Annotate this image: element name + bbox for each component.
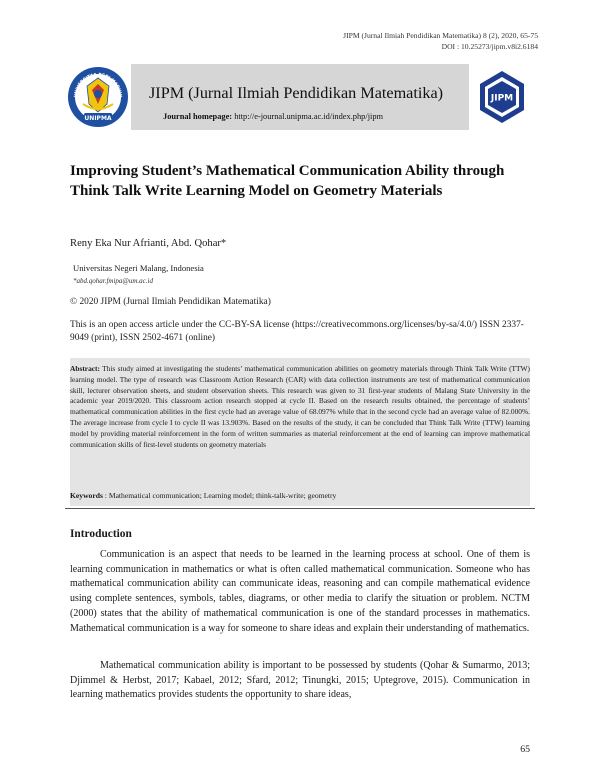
abstract-label: Abstract: [70,364,100,373]
jipm-logo [469,64,535,130]
paper-title: Improving Student’s Mathematical Communication Ability through Think Talk Write Learning Model on Geometry Materials [70,163,505,199]
university-logo [65,64,131,130]
homepage-url[interactable]: http://e-journal.unipma.ac.id/index.php/jipm [234,112,384,121]
jipm-hexagon-icon [469,64,535,130]
logo-text-unipma: UNIPMA [84,115,112,122]
copyright-notice: © 2020 JIPM (Jurnal Ilmiah Pendidikan Matematika) [70,297,271,307]
keywords-label: Keywords [70,491,103,500]
keywords-text: : Mathematical communication; Learning model; think-talk-write; geometry [102,491,337,500]
abstract-paragraph [70,358,530,450]
introduction-paragraph-1 [70,548,530,636]
corresponding-email[interactable]: *abd.qohar.fmipa@um.ac.id [73,277,153,285]
introduction-paragraph-2 [70,659,530,703]
abstract-box [70,358,530,506]
introduction-heading: Introduction [70,528,132,540]
keywords-line [70,491,530,500]
paragraph-text: Communication is an aspect that needs to be learned in the learning process at school. One of them is learning communication in mathematics or what is often called mathematical communication. Someone who has mathematical communication ability can communicate ideas, reasoning and can compile mathematical evidence using complete sentences, symbols, tables, diagrams, or other media to clarify the situation or problem. NCTM (2000) states that the ability of mathematical communication is one of the standard processes in mathematics. Mathematical communication is a way for someone to share ideas and explain their understanding of mathematics. [70,549,530,634]
section-divider [65,508,535,509]
abstract-text: This study aimed at investigating the students’ mathematical communication abilities on geometry materials through Think Talk Write (TTW) learning model. The type of research was Classroom Action Research (CAR) with data collection instruments are test of mathematical communication skill, lecturer observation sheets, and student observation sheets. This research was given to 31 first-year students of Malang State University in the academic year 2019/2020. This classroom action research stopped at cycle II. Based on the research results obtained, the percentage of students’ mathematical communication abilities in the first cycle had an average value of 68.097% while that in the second cycle had an average value of 82.000%. The average increase from cycle I to cycle II was 13.903%. Based on the results of the study, it can be concluded that Think Talk Write (TTW) learning model by providing material reinforcement in the form of written summaries as material reinforcement at the end of learning can improve mathematical communication skills of first-level students on geometry materials [70,364,530,449]
running-header-doi: DOI : 10.25273/jipm.v8i2.6184 [441,42,538,51]
homepage-label: Journal homepage: [163,112,233,121]
journal-homepage [163,112,383,121]
university-seal-icon [65,64,131,130]
journal-title: JIPM (Jurnal Ilmiah Pendidikan Matematika) [149,84,444,102]
paper-authors: Reny Eka Nur Afrianti, Abd. Qohar* [70,238,227,249]
running-header-citation: JIPM (Jurnal Ilmiah Pendidikan Matematika) 8 (2), 2020, 65-75 [343,31,538,40]
paragraph-text: Mathematical communication ability is important to be possessed by students (Qohar & Sumarmo, 2013; Djimmel & Herbst, 2017; Kabael, 2012; Sfard, 2012; Tinungki, 2015; Uptegrove, 2015). Communication in learning mathematics provides students the opportunity to share ideas, [70,660,530,701]
author-affiliation: Universitas Negeri Malang, Indonesia [73,263,204,273]
page-number: 65 [520,744,530,755]
logo-text-jipm: JIPM [490,93,514,104]
license-notice: This is an open access article under the CC-BY-SA license (https://creativecommons.org/licenses/by-sa/4.0/) ISSN 2337-9049 (print), ISSN 2502-4671 (online) [70,320,524,343]
logo-ring-text: UNIVERSITAS PGRI MADIUN [73,72,123,98]
journal-banner [65,64,535,130]
